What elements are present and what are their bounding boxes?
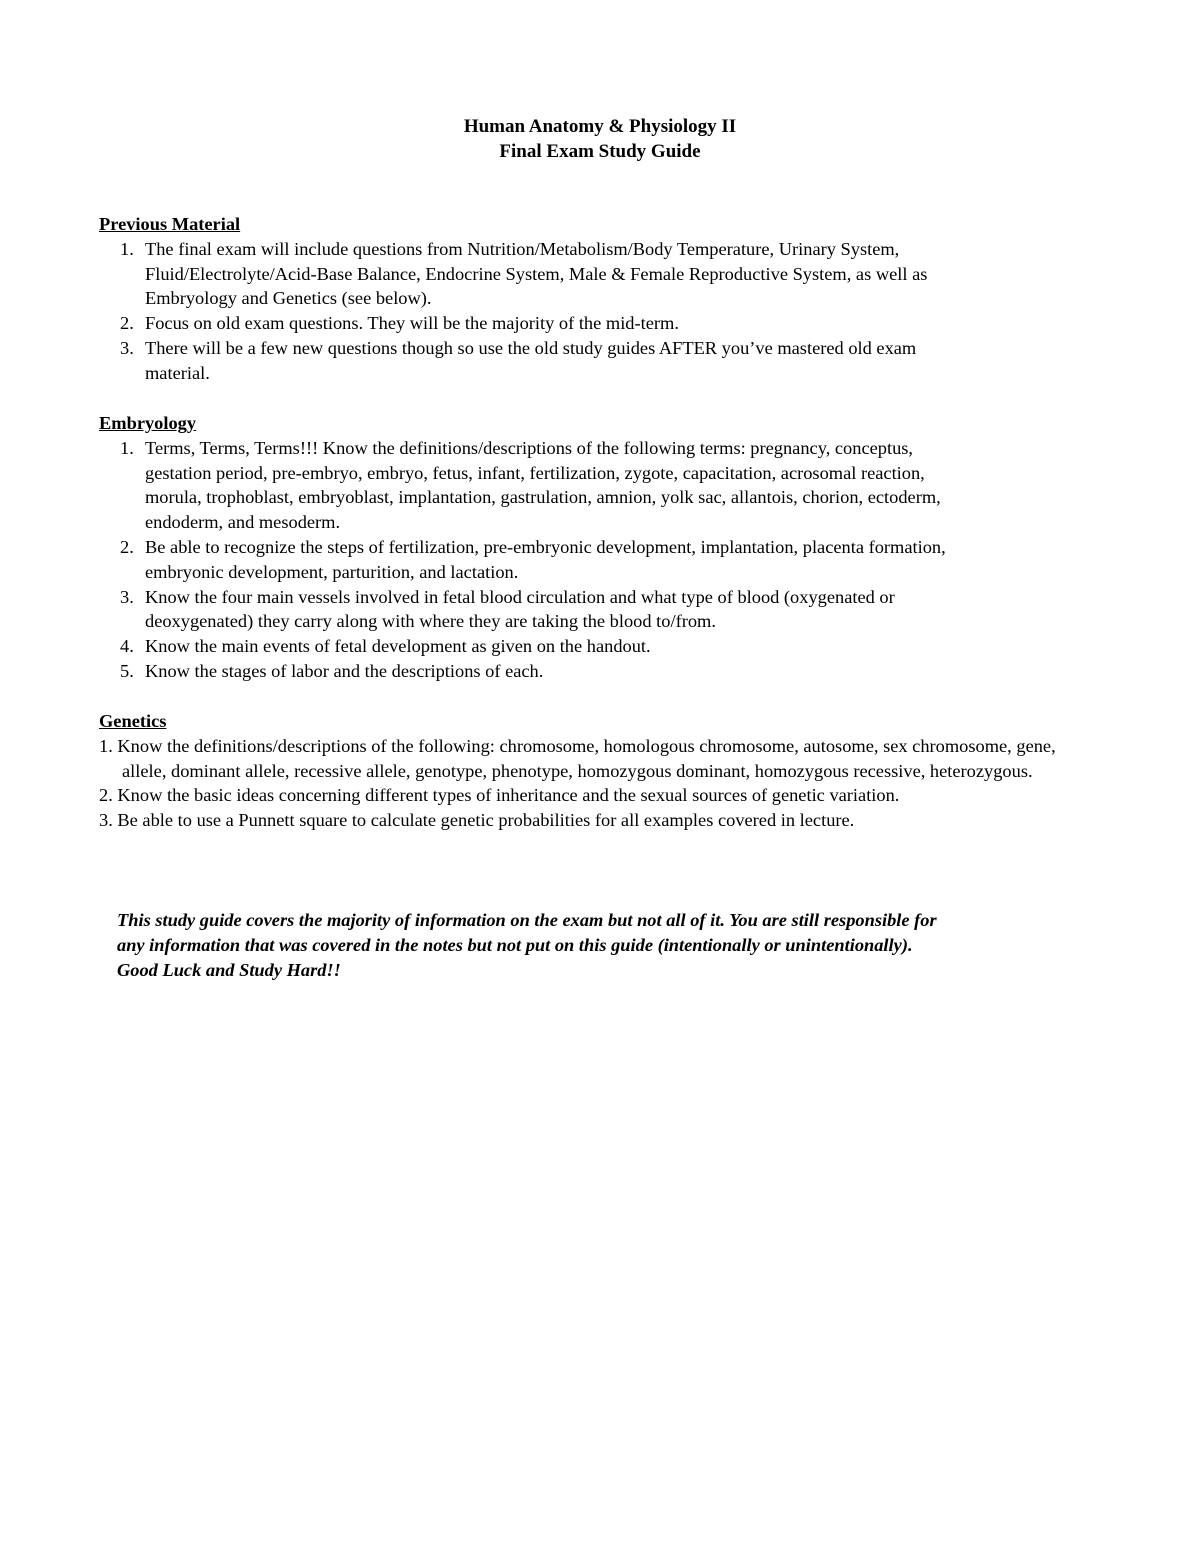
document-title: Human Anatomy & Physiology II (463, 116, 737, 137)
numbered-list (99, 237, 979, 386)
list-item (99, 336, 979, 386)
item-number: 2. (99, 785, 113, 806)
section-embryology (99, 411, 979, 684)
closing-line: any information that was covered in the notes but not put on this guide (intentionally or unintentionally). (117, 935, 913, 955)
section-heading: Previous Material (99, 214, 241, 234)
closing-note (117, 908, 1087, 983)
item-text: The final exam will include questions from Nutrition/Metabolism/Body Temperature, Urinary System, Fluid/Electrolyte/Acid-Base Balance, Endocrine System, Male & Female Reproductive System, as well as Embryology and Genetics (see below). (145, 238, 928, 309)
item-number: 3. (99, 810, 113, 831)
item-number: 3. (120, 337, 134, 358)
item-text: Know the four main vessels involved in fetal blood circulation and what type of blood (oxygenated or deoxygenated) they carry along with where they are taking the blood to/from. (145, 586, 895, 632)
list-item (99, 535, 979, 585)
item-text: Focus on old exam questions. They will be the majority of the mid-term. (145, 313, 679, 334)
title-block (0, 114, 1200, 164)
list-item (99, 436, 979, 535)
closing-line: Good Luck and Study Hard!! (117, 960, 341, 980)
item-number: 1. (120, 437, 134, 458)
list-item (99, 585, 979, 635)
numbered-list (99, 436, 979, 684)
list-item (99, 808, 1089, 833)
item-text: Be able to use a Punnett square to calculate genetic probabilities for all examples covered in lecture. (117, 810, 855, 831)
item-number: 4. (120, 636, 134, 657)
numbered-list (99, 734, 1089, 833)
item-text: Terms, Terms, Terms!!! Know the definitions/descriptions of the following terms: pregnancy, conceptus, gestation period, pre-embryo, embryo, fetus, infant, fertilization, zygote, capacitation, acrosomal reaction, morula, trophoblast, embryoblast, implantation, gastrulation, amnion, yolk sac, allantois, chorion, ectoderm, endoderm, and mesoderm. (145, 437, 941, 533)
section-heading: Genetics (99, 711, 167, 731)
item-text: Know the stages of labor and the descriptions of each. (145, 660, 544, 681)
section-genetics (99, 709, 1089, 833)
list-item (99, 237, 979, 311)
list-item (99, 311, 979, 336)
list-item (99, 734, 1089, 784)
item-text: Know the main events of fetal development as given on the handout. (145, 636, 651, 657)
item-text: There will be a few new questions though so use the old study guides AFTER you’ve mastered old exam material. (145, 337, 917, 383)
list-item (99, 783, 1089, 808)
section-previous-material (99, 212, 979, 386)
item-number: 2. (120, 536, 134, 557)
item-text: Know the definitions/descriptions of the following: chromosome, homologous chromosome, autosome, sex chromosome, gene, allele, dominant allele, recessive allele, genotype, phenotype, homozygous dominant, homozygous recessive, heterozygous. (117, 735, 1056, 781)
item-number: 3. (120, 586, 134, 607)
item-number: 1. (120, 238, 134, 259)
item-text: Be able to recognize the steps of fertilization, pre-embryonic development, implantation, placenta formation, embryonic development, parturition, and lactation. (145, 536, 946, 582)
closing-line: This study guide covers the majority of information on the exam but not all of it. You are still responsible for (117, 910, 937, 930)
item-number: 5. (120, 660, 134, 681)
document-subtitle: Final Exam Study Guide (499, 141, 701, 162)
item-text: Know the basic ideas concerning different types of inheritance and the sexual sources of genetic variation. (117, 785, 900, 806)
section-heading: Embryology (99, 413, 197, 433)
item-number: 2. (120, 313, 134, 334)
list-item (99, 659, 979, 684)
item-number: 1. (99, 735, 113, 756)
list-item (99, 634, 979, 659)
